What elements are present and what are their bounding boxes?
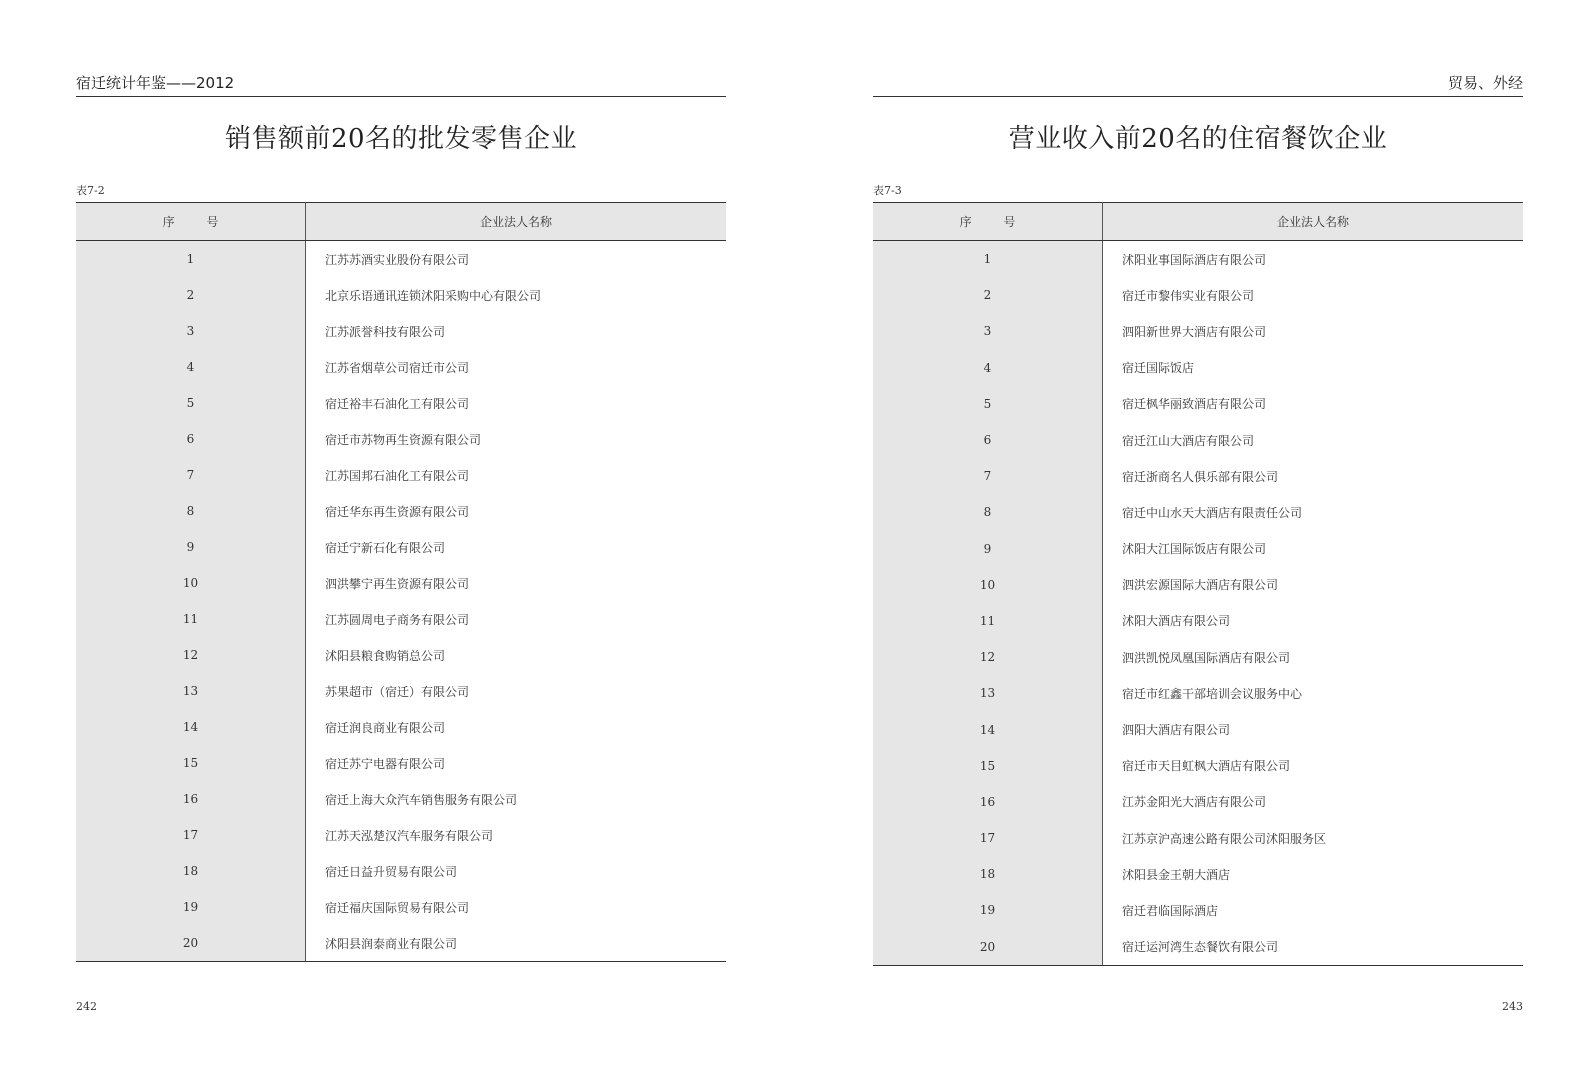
row-number: 3 bbox=[76, 313, 306, 349]
column-header-name: 企业法人名称 bbox=[306, 203, 727, 241]
table-row bbox=[76, 493, 726, 529]
enterprise-name: 江苏金阳光大酒店有限公司 bbox=[1122, 795, 1267, 810]
enterprise-name: 宿迁苏宁电器有限公司 bbox=[325, 756, 446, 771]
table-row bbox=[76, 277, 726, 313]
table-row bbox=[873, 422, 1523, 458]
row-number: 20 bbox=[76, 925, 306, 962]
left-page bbox=[76, 0, 726, 1077]
table-row bbox=[76, 349, 726, 385]
table-row bbox=[873, 892, 1523, 928]
enterprise-name: 沭阳业事国际酒店有限公司 bbox=[1122, 252, 1267, 267]
row-number: 12 bbox=[76, 637, 306, 673]
enterprise-name: 宿迁江山大酒店有限公司 bbox=[1122, 433, 1255, 448]
table-row bbox=[873, 350, 1523, 386]
enterprise-table bbox=[76, 202, 726, 962]
enterprise-name: 泗阳大酒店有限公司 bbox=[1122, 723, 1231, 738]
enterprise-table bbox=[873, 202, 1523, 966]
table-row bbox=[76, 925, 726, 962]
table-row bbox=[76, 601, 726, 637]
row-number: 7 bbox=[873, 458, 1103, 494]
enterprise-name: 泗阳新世界大酒店有限公司 bbox=[1122, 324, 1267, 339]
running-head bbox=[76, 74, 726, 97]
table-header-row bbox=[873, 203, 1523, 241]
enterprise-name: 宿迁运河湾生态餐饮有限公司 bbox=[1103, 929, 1524, 966]
row-number: 9 bbox=[76, 529, 306, 565]
enterprise-name: 宿迁市红鑫干部培训会议服务中心 bbox=[1122, 686, 1303, 701]
row-number: 19 bbox=[76, 889, 306, 925]
table-row bbox=[873, 929, 1523, 966]
enterprise-name: 宿迁市苏物再生资源有限公司 bbox=[325, 432, 482, 447]
enterprise-name: 江苏国邦石油化工有限公司 bbox=[325, 468, 470, 483]
row-number: 6 bbox=[873, 422, 1103, 458]
row-number: 18 bbox=[873, 856, 1103, 892]
row-number: 17 bbox=[76, 817, 306, 853]
table-row bbox=[873, 603, 1523, 639]
enterprise-name: 沭阳县粮食购销总公司 bbox=[325, 648, 446, 663]
column-header-name: 企业法人名称 bbox=[1103, 203, 1524, 241]
enterprise-name: 宿迁日益升贸易有限公司 bbox=[325, 864, 458, 879]
enterprise-name: 宿迁市天目虹枫大酒店有限公司 bbox=[1122, 759, 1291, 774]
table-row bbox=[873, 675, 1523, 711]
page-title: 营业收入前20名的住宿餐饮企业 bbox=[1008, 124, 1388, 154]
enterprise-name: 宿迁福庆国际贸易有限公司 bbox=[325, 900, 470, 915]
table-row bbox=[76, 781, 726, 817]
table-row bbox=[873, 241, 1523, 278]
table-row bbox=[76, 673, 726, 709]
row-number: 11 bbox=[873, 603, 1103, 639]
table-row bbox=[76, 565, 726, 601]
table-row bbox=[873, 386, 1523, 422]
enterprise-name: 江苏圆周电子商务有限公司 bbox=[325, 612, 470, 627]
table-row bbox=[873, 639, 1523, 675]
row-number: 8 bbox=[873, 494, 1103, 530]
row-number: 5 bbox=[873, 386, 1103, 422]
enterprise-name: 宿迁裕丰石油化工有限公司 bbox=[325, 396, 470, 411]
row-number: 19 bbox=[873, 892, 1103, 928]
table-body bbox=[76, 241, 726, 962]
enterprise-name: 苏果超市（宿迁）有限公司 bbox=[325, 684, 470, 699]
enterprise-name: 江苏天泓楚汉汽车服务有限公司 bbox=[325, 828, 494, 843]
table-row bbox=[76, 637, 726, 673]
enterprise-name: 宿迁浙商名人俱乐部有限公司 bbox=[1122, 469, 1279, 484]
row-number: 1 bbox=[873, 241, 1103, 278]
table-row bbox=[873, 313, 1523, 349]
table-row bbox=[873, 458, 1523, 494]
table-row bbox=[873, 531, 1523, 567]
enterprise-name: 宿迁中山水天大酒店有限责任公司 bbox=[1122, 505, 1303, 520]
row-number: 13 bbox=[76, 673, 306, 709]
running-head bbox=[873, 74, 1523, 97]
table-body bbox=[873, 241, 1523, 966]
column-header-number: 序 号 bbox=[873, 203, 1103, 241]
enterprise-name: 北京乐语通讯连锁沭阳采购中心有限公司 bbox=[325, 288, 542, 303]
table-row bbox=[873, 711, 1523, 747]
row-number: 10 bbox=[76, 565, 306, 601]
row-number: 18 bbox=[76, 853, 306, 889]
table-row bbox=[76, 745, 726, 781]
table-row bbox=[76, 421, 726, 457]
row-number: 7 bbox=[76, 457, 306, 493]
enterprise-name: 沭阳县润泰商业有限公司 bbox=[306, 925, 727, 962]
enterprise-name: 沭阳县金王朝大酒店 bbox=[1122, 867, 1231, 882]
table-row bbox=[873, 567, 1523, 603]
page-number: 243 bbox=[1502, 1000, 1523, 1013]
enterprise-name: 宿迁宁新石化有限公司 bbox=[325, 540, 446, 555]
row-number: 13 bbox=[873, 675, 1103, 711]
page-number: 242 bbox=[76, 1000, 97, 1013]
table-row bbox=[873, 277, 1523, 313]
enterprise-name: 沭阳大江国际饭店有限公司 bbox=[1122, 542, 1267, 557]
enterprise-name: 泗洪攀宁再生资源有限公司 bbox=[325, 576, 470, 591]
row-number: 2 bbox=[873, 277, 1103, 313]
row-number: 6 bbox=[76, 421, 306, 457]
table-row bbox=[76, 817, 726, 853]
enterprise-name: 宿迁上海大众汽车销售服务有限公司 bbox=[325, 792, 518, 807]
row-number: 11 bbox=[76, 601, 306, 637]
table-label: 表7-3 bbox=[873, 184, 902, 197]
table-row bbox=[873, 856, 1523, 892]
enterprise-name: 江苏省烟草公司宿迁市公司 bbox=[325, 360, 470, 375]
row-number: 15 bbox=[873, 748, 1103, 784]
table-row bbox=[76, 709, 726, 745]
row-number: 12 bbox=[873, 639, 1103, 675]
row-number: 4 bbox=[873, 350, 1103, 386]
right-page bbox=[873, 0, 1523, 1077]
running-head-text: 贸易、外经 bbox=[1447, 74, 1523, 92]
enterprise-name: 宿迁国际饭店 bbox=[1122, 361, 1195, 376]
enterprise-name: 江苏苏酒实业股份有限公司 bbox=[325, 252, 470, 267]
enterprise-name: 宿迁君临国际酒店 bbox=[1122, 903, 1219, 918]
table-row bbox=[76, 313, 726, 349]
enterprise-name: 沭阳大酒店有限公司 bbox=[1122, 614, 1231, 629]
table-header-row bbox=[76, 203, 726, 241]
table-row bbox=[76, 529, 726, 565]
enterprise-name: 江苏派誉科技有限公司 bbox=[325, 324, 446, 339]
column-header-number: 序 号 bbox=[76, 203, 306, 241]
table-row bbox=[873, 820, 1523, 856]
table-row bbox=[76, 241, 726, 278]
enterprise-name: 宿迁枫华丽致酒店有限公司 bbox=[1122, 397, 1267, 412]
enterprise-name: 泗洪宏源国际大酒店有限公司 bbox=[1122, 578, 1279, 593]
row-number: 14 bbox=[76, 709, 306, 745]
table-row bbox=[76, 457, 726, 493]
running-head-text: 宿迁统计年鉴——2012 bbox=[76, 74, 235, 92]
table-label: 表7-2 bbox=[76, 184, 105, 197]
table-row bbox=[873, 784, 1523, 820]
enterprise-name: 宿迁市黎伟实业有限公司 bbox=[1122, 288, 1255, 303]
table-row bbox=[873, 494, 1523, 530]
row-number: 4 bbox=[76, 349, 306, 385]
row-number: 16 bbox=[873, 784, 1103, 820]
row-number: 14 bbox=[873, 711, 1103, 747]
row-number: 5 bbox=[76, 385, 306, 421]
row-number: 3 bbox=[873, 313, 1103, 349]
row-number: 16 bbox=[76, 781, 306, 817]
row-number: 10 bbox=[873, 567, 1103, 603]
row-number: 8 bbox=[76, 493, 306, 529]
row-number: 1 bbox=[76, 241, 306, 278]
row-number: 20 bbox=[873, 929, 1103, 966]
table-row bbox=[873, 748, 1523, 784]
table-row bbox=[76, 853, 726, 889]
row-number: 2 bbox=[76, 277, 306, 313]
table-row bbox=[76, 385, 726, 421]
page-title: 销售额前20名的批发零售企业 bbox=[224, 124, 578, 154]
row-number: 15 bbox=[76, 745, 306, 781]
row-number: 17 bbox=[873, 820, 1103, 856]
enterprise-name: 宿迁华东再生资源有限公司 bbox=[325, 504, 470, 519]
table-row bbox=[76, 889, 726, 925]
row-number: 9 bbox=[873, 531, 1103, 567]
enterprise-name: 江苏京沪高速公路有限公司沭阳服务区 bbox=[1122, 831, 1327, 846]
enterprise-name: 宿迁润良商业有限公司 bbox=[325, 720, 446, 735]
enterprise-name: 泗洪凯悦凤凰国际酒店有限公司 bbox=[1122, 650, 1291, 665]
